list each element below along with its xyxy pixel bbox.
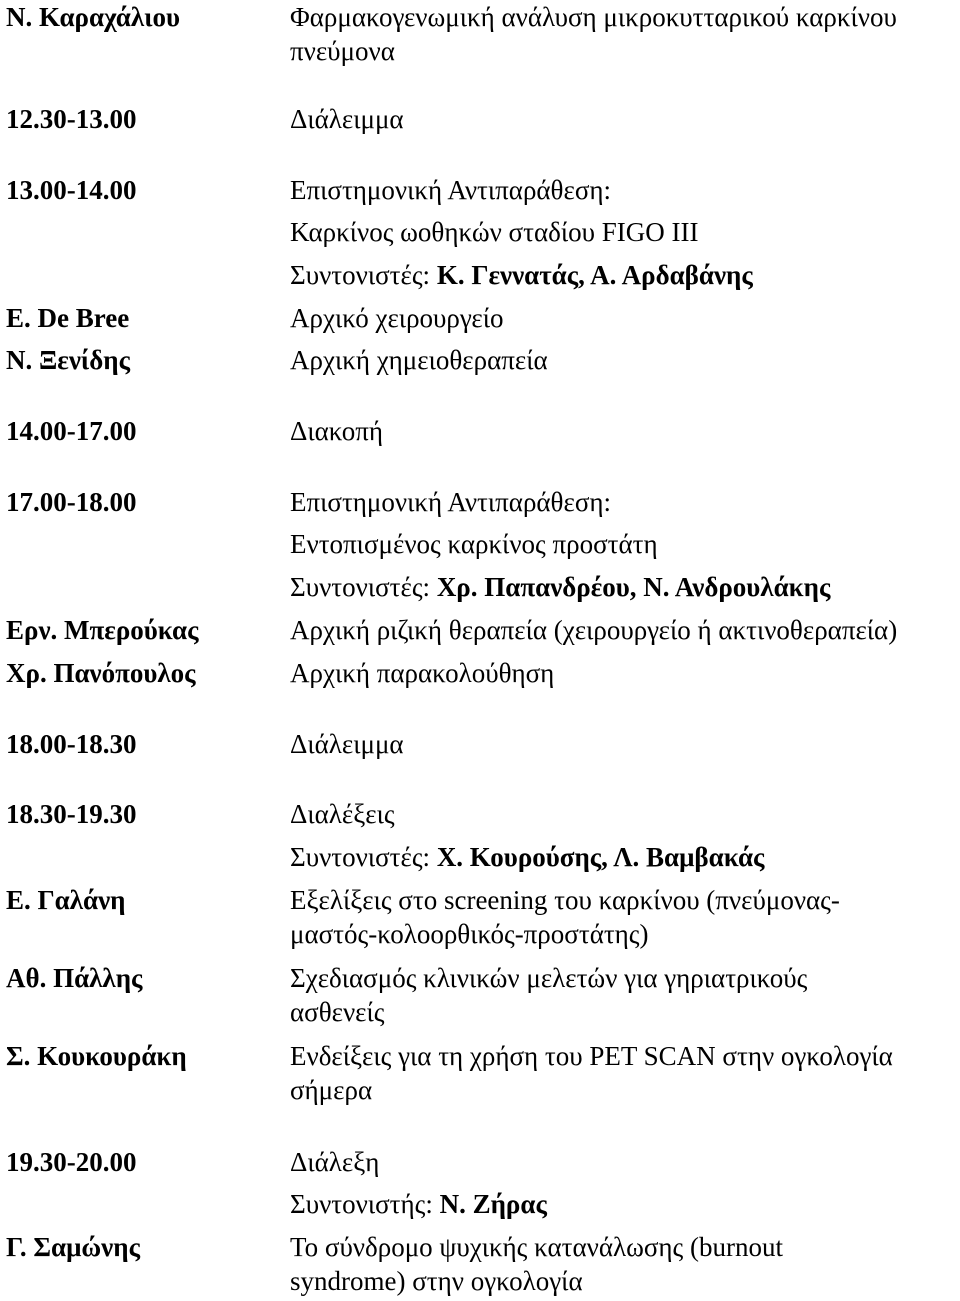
moderators-label: Συντονιστές: bbox=[290, 842, 437, 872]
session-title: Διάλειμμα bbox=[290, 104, 404, 134]
session-title: Επιστημονική Αντιπαράθεση: bbox=[290, 175, 612, 205]
time-slot: 18.30-19.30 bbox=[6, 799, 137, 829]
session-title: Επιστημονική Αντιπαράθεση: bbox=[290, 487, 612, 517]
moderators-names: Κ. Γεννατάς, Α. Αρδαβάνης bbox=[436, 260, 753, 290]
talk-title: Αρχική παρακολούθηση bbox=[290, 658, 555, 688]
speaker-name: Ε. Γαλάνη bbox=[6, 885, 126, 915]
speaker-name: Σ. Κουκουράκη bbox=[6, 1041, 187, 1071]
talk-title: Ενδείξεις για τη χρήση του PET SCAN στην ογκολογία σήμερα bbox=[290, 1041, 893, 1105]
session-topic: Εντοπισμένος καρκίνος προστάτη bbox=[290, 529, 658, 559]
time-slot: 12.30-13.00 bbox=[6, 104, 137, 134]
talk-title: Αρχική χημειοθεραπεία bbox=[290, 345, 548, 375]
moderators-names: Χ. Κουρούσης, Λ. Βαμβακάς bbox=[436, 842, 765, 872]
talk-title: Φαρμακογενωμική ανάλυση μικροκυτταρικού καρκίνου πνεύμονα bbox=[290, 2, 897, 66]
moderators-label: Συντονιστές: bbox=[290, 572, 437, 602]
talk-title: Αρχικό χειρουργείο bbox=[290, 303, 504, 333]
moderators-names: Χρ. Παπανδρέου, Ν. Ανδρουλάκης bbox=[436, 572, 831, 602]
moderators-line bbox=[290, 1187, 958, 1221]
talk-title: Αρχική ριζική θεραπεία (χειρουργείο ή ακτινοθεραπεία) bbox=[290, 615, 898, 645]
time-slot: 14.00-17.00 bbox=[6, 416, 137, 446]
session-title: Διαλέξεις bbox=[290, 799, 395, 829]
speaker-name: Ν. Καραχάλιου bbox=[6, 2, 180, 32]
time-slot: 18.00-18.30 bbox=[6, 729, 137, 759]
moderators-names: Ν. Ζήρας bbox=[439, 1189, 547, 1219]
speaker-name: Χρ. Πανόπουλος bbox=[6, 658, 196, 688]
moderators-line bbox=[290, 570, 958, 604]
talk-title: Σχεδιασμός κλινικών μελετών για γηριατρικούς ασθενείς bbox=[290, 963, 808, 1027]
talk-title: Εξελίξεις στο screening του καρκίνου (πνεύμονας-μαστός-κολοορθικός-προστάτης) bbox=[290, 885, 840, 949]
speaker-name: Ε. De Bree bbox=[6, 303, 130, 333]
speaker-name: Αθ. Πάλλης bbox=[6, 963, 143, 993]
session-title: Διάλειμμα bbox=[290, 729, 404, 759]
time-slot: 13.00-14.00 bbox=[6, 175, 137, 205]
speaker-name: Ν. Ξενίδης bbox=[6, 345, 130, 375]
session-title: Διακοπή bbox=[290, 416, 384, 446]
speaker-name: Ερν. Μπερούκας bbox=[6, 615, 199, 645]
time-slot: 17.00-18.00 bbox=[6, 487, 137, 517]
session-topic: Καρκίνος ωοθηκών σταδίου FIGO III bbox=[290, 217, 699, 247]
moderators-line bbox=[290, 258, 958, 292]
moderators-label: Συντονιστές: bbox=[290, 260, 437, 290]
session-title: Διάλεξη bbox=[290, 1147, 380, 1177]
speaker-name: Γ. Σαμώνης bbox=[6, 1232, 140, 1262]
talk-title: Το σύνδρομο ψυχικής κατανάλωσης (burnout syndrome) στην ογκολογία bbox=[290, 1232, 783, 1296]
time-slot: 19.30-20.00 bbox=[6, 1147, 137, 1177]
moderators-line bbox=[290, 840, 958, 874]
moderators-label: Συντονιστής: bbox=[290, 1189, 440, 1219]
